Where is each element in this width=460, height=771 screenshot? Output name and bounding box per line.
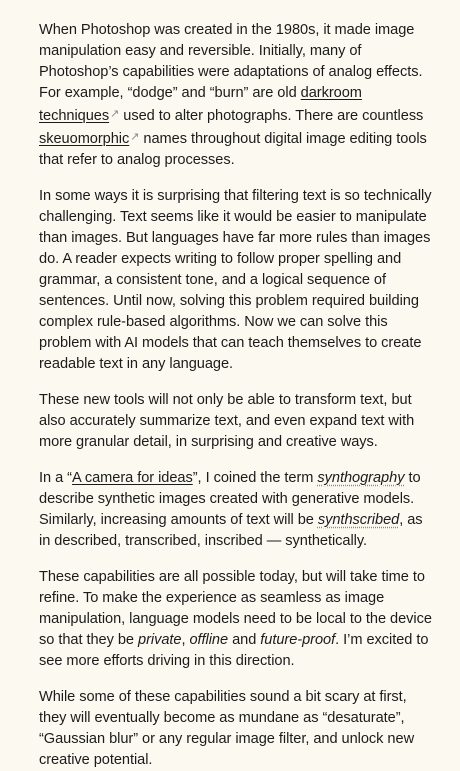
camera-for-ideas-link[interactable]: A camera for ideas [71, 470, 193, 486]
paragraph-synthography: In a “A camera for ideas”, I coined the term synthography to describe synthetic images created with generative models. Similarly, increasing amounts of text will be synthscribed, as in described, transcribed, inscribed — synthetically. [39, 470, 423, 549]
emphasis-private: private [138, 632, 182, 648]
emphasis-offline: offline [189, 632, 229, 648]
paragraph-text-filtering: In some ways it is surprising that filtering text is so technically challenging. Text seems like it would be easier to manipulate than images. But languages have far more rules than images do. A reader expects writing to follow proper spelling and grammar, a consistent tone, and a logical sequence of sentences. Until now, solving this problem required building complex rule-based algorithms. Now we can solve this problem with AI models that can teach themselves to create readable text in any language. [39, 188, 432, 372]
paragraph-new-tools: These new tools will not only be able to transform text, but also accurately summarize text, and even expand text with more granular detail, in surprising and creative ways. [39, 392, 415, 450]
synthscribed-term[interactable]: synthscribed [317, 512, 400, 528]
paragraph-conclusion: While some of these capabilities sound a bit scary at first, they will eventually become as mundane as “desaturate”, “Gaussian blur” or any regular image filter, and unlock new creative potential. [39, 689, 415, 768]
paragraph-capabilities: These capabilities are all possible today, but will take time to refine. To make the experience as seamless as image manipulation, language models need to be local to the device so that they be private, offline and future-proof. I’m excited to see more efforts driving in this direction. [39, 569, 432, 669]
skeuomorphic-link[interactable]: skeuomorphic [39, 131, 130, 147]
external-link-icon: ↗ [110, 108, 120, 120]
paragraph-photoshop-history: When Photoshop was created in the 1980s, it made image manipulation easy and reversible. Initially, many of Photoshop’s capabilities were adaptations of analog effects. For example, “dodge” and “burn” are old darkroom techniques↗ used to alter photographs. There are countless skeuomorphic↗ names throughout digital image editing tools that refer to analog processes. [39, 22, 427, 168]
external-link-icon: ↗ [130, 131, 140, 143]
emphasis-future-proof: future-proof [260, 632, 336, 648]
darkroom-techniques-link[interactable]: darkroom techniques [39, 85, 362, 124]
synthography-term[interactable]: synthography [317, 470, 405, 486]
